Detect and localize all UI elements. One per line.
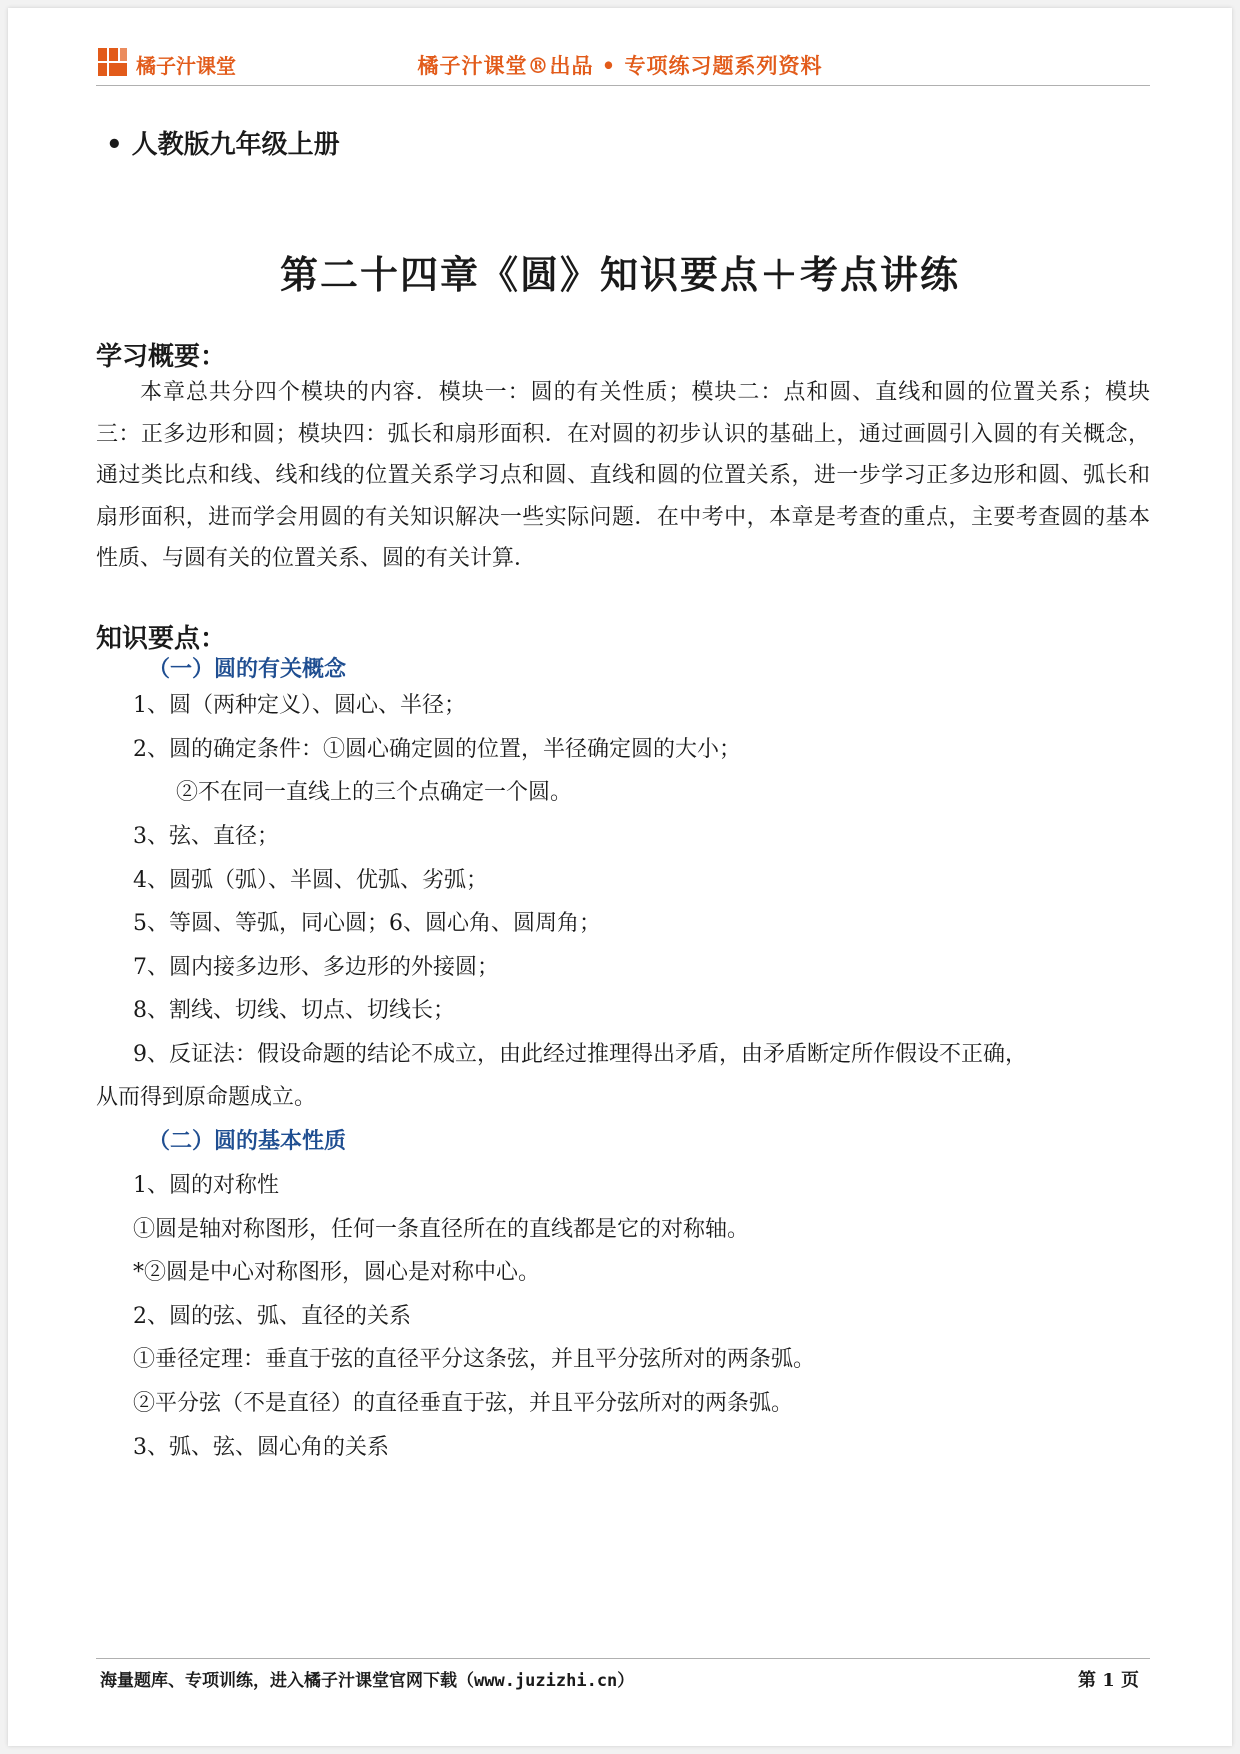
list-item: 2、圆的确定条件：①圆心确定圆的位置，半径确定圆的大小； (133, 737, 741, 762)
list-item: *②圆是中心对称图形，圆心是对称中心。 (133, 1260, 541, 1285)
list-item: ①圆是轴对称图形，任何一条直径所在的直线都是它的对称轴。 (133, 1217, 750, 1242)
list-item: 4、圆弧（弧）、半圆、优弧、劣弧； (133, 868, 488, 893)
list-item: 5、等圆、等弧，同心圆；6、圆心角、圆周角； (133, 911, 601, 936)
footer-divider (96, 1658, 1150, 1659)
list-item: 1、圆的对称性 (133, 1173, 279, 1198)
list-item: ②平分弦（不是直径）的直径垂直于弦，并且平分弦所对的两条弧。 (133, 1391, 794, 1416)
subsection-concepts: （一）圆的有关概念 (148, 656, 347, 682)
knowledge-heading: 知识要点： (96, 624, 227, 654)
list-item: 7、圆内接多边形、多边形的外接圆； (133, 955, 499, 980)
page-number: 第 1 页 (1078, 1670, 1140, 1691)
list-item: 9、反证法：假设命题的结论不成立，由此经过推理得出矛盾，由矛盾断定所作假设不正确， (133, 1042, 1028, 1067)
list-item: ②不在同一直线上的三个点确定一个圆。 (176, 780, 573, 805)
document-title: 第二十四章《圆》知识要点＋考点讲练 (279, 252, 960, 297)
list-item: 3、弦、直径； (133, 824, 279, 849)
list-item: 从而得到原命题成立。 (96, 1085, 317, 1110)
overview-paragraph: 本章总共分四个模块的内容．模块一：圆的有关性质；模块二：点和圆、直线和圆的位置关系；模块三：正多边形和圆；模块四：弧长和扇形面积．在对圆的初步认识的基础上，通过画圆引入圆的有关概念，通过类比点和线、线和线的位置关系学习点和圆、直线和圆的位置关系，进一步学习正多边形和圆、弧长和扇形面积，进而学会用圆的有关知识解决一些实际问题．在中考中，本章是考查的重点，主要考查圆的基本性质、与圆有关的位置关系、圆的有关计算． (96, 380, 1150, 571)
list-item: 2、圆的弦、弧、直径的关系 (133, 1304, 411, 1329)
header-title: 橘子汁课堂®出品 • 专项练习题系列资料 (417, 53, 823, 78)
subsection-properties: （二）圆的基本性质 (148, 1128, 347, 1154)
list-item: 3、弧、弦、圆心角的关系 (133, 1435, 389, 1460)
footer-download-link[interactable]: 海量题库、专项训练，进入橘子汁课堂官网下载（www.juzizhi.cn） (100, 1671, 635, 1691)
overview-heading: 学习概要： (96, 342, 227, 372)
list-item: 8、割线、切线、切点、切线长； (133, 998, 455, 1023)
edition-label: • 人教版九年级上册 (106, 130, 340, 160)
header-divider (96, 85, 1150, 86)
list-item: ①垂径定理：垂直于弦的直径平分这条弦，并且平分弦所对的两条弧。 (133, 1347, 816, 1372)
document-page (8, 8, 1232, 1746)
brand-name: 橘子汁课堂 (136, 54, 236, 78)
list-item: 1、圆（两种定义）、圆心、半径； (133, 693, 466, 718)
